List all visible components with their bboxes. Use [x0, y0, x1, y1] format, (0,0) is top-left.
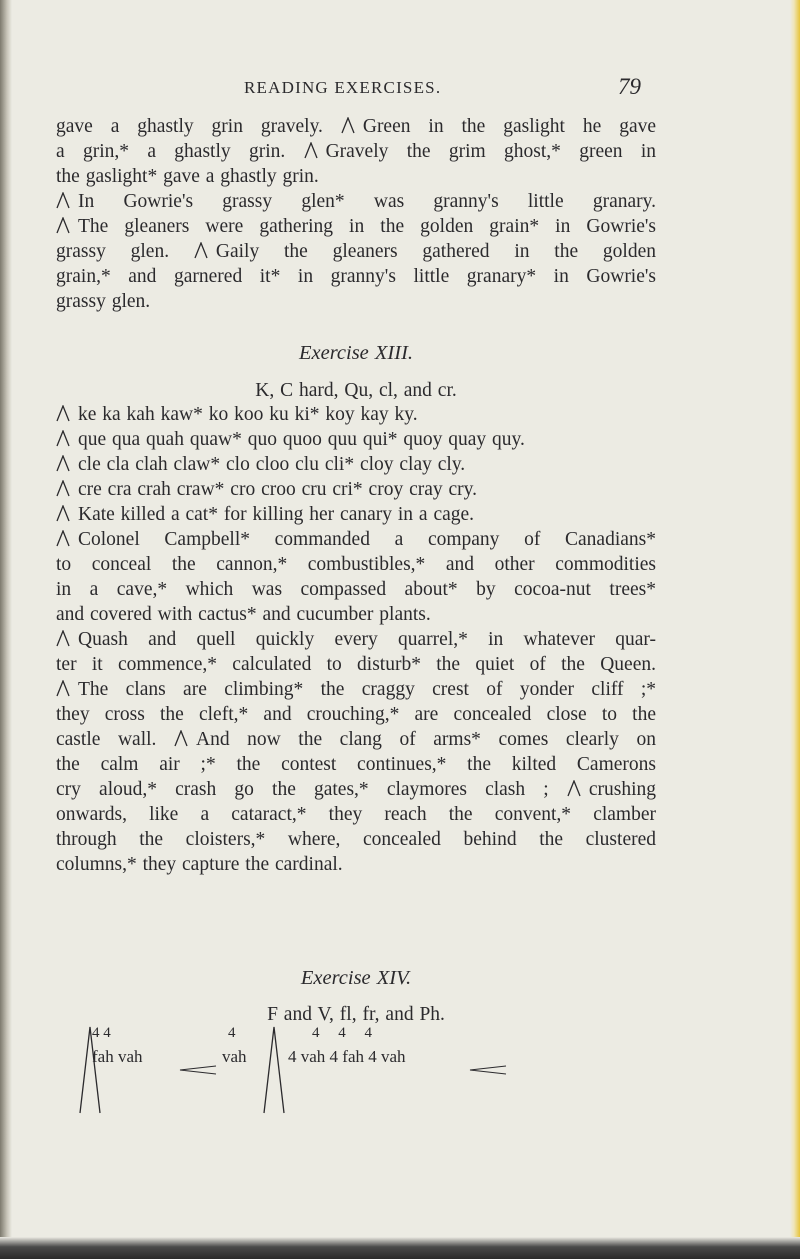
text-line: ter it commence,* calculated to disturb* the quiet of the Queen. [56, 654, 656, 675]
caret-mark-icon [56, 680, 70, 697]
text-line: In Gowrie's grassy glen* was granny's little granary. [56, 189, 656, 214]
text-line: in a cave,* which was compassed about* by cocoa-nut trees* [56, 579, 656, 600]
right-crescendo-mark [470, 1066, 506, 1074]
drill-line: cle cla clah claw* clo cloo clu cli* cloy clay cly. [56, 452, 656, 477]
drill-line: que qua quah quaw* quo quoo quu qui* quoy quay quy. [56, 427, 656, 452]
exercise-14-title: Exercise XIV. [300, 967, 412, 989]
left-pitch-number: 4 [228, 1025, 236, 1041]
exercise-13-title: Exercise XIII. [298, 342, 414, 364]
page-right-edge [790, 0, 800, 1259]
intonation-notation [78, 1025, 598, 1115]
running-head: READING EXERCISES. [244, 78, 442, 97]
caret-mark-icon [56, 430, 70, 447]
text-line: a grin,* a ghastly grin. Gravely the grim ghost,* green in [56, 141, 656, 162]
text-line: Colonel Campbell* commanded a company of Canadians* [56, 527, 656, 552]
text-line: through the cloisters,* where, concealed behind the clustered [56, 829, 656, 850]
left-crescendo-mark [180, 1066, 216, 1074]
left-vah: vah [222, 1047, 247, 1066]
text-line: Quash and quell quickly every quarrel,* in whatever quar- [56, 627, 656, 652]
drill-line: cre cra crah craw* cro croo cru cri* croy cray cry. [56, 477, 656, 502]
caret-mark-icon [56, 630, 70, 647]
caret-mark-icon [56, 505, 70, 522]
text-line: cry aloud,* crash go the gates,* claymores clash ; crushing [56, 779, 656, 800]
drill-line: Kate killed a cat* for killing her canary in a cage. [56, 502, 656, 527]
text-line: castle wall. And now the clang of arms* comes clearly on [56, 729, 656, 750]
right-caret-mark [264, 1027, 284, 1113]
caret-mark-icon [56, 455, 70, 472]
caret-mark-icon [341, 117, 355, 134]
page-number: 79 [618, 74, 641, 99]
left-syllables: fah vah [92, 1047, 143, 1066]
caret-mark-icon [56, 217, 70, 234]
text-line: the gaslight* gave a ghastly grin. [56, 166, 319, 187]
text-line: grassy glen. Gaily the gleaners gathered in the golden [56, 241, 656, 262]
text-line: columns,* they capture the cardinal. [56, 854, 343, 875]
left-pitch-numbers: 4 4 [92, 1025, 111, 1041]
right-syllables: 4 vah 4 fah 4 vah [288, 1047, 406, 1066]
caret-mark-icon [567, 780, 581, 797]
page-header [0, 74, 800, 104]
caret-mark-icon [56, 405, 70, 422]
right-pitch-numbers: 4 4 4 [312, 1025, 372, 1041]
text-line: the calm air ;* the contest continues,* the kilted Camerons [56, 754, 656, 775]
text-line: and covered with cactus* and cucumber plants. [56, 604, 431, 625]
exercise-14-subtitle: F and V, fl, fr, and Ph. [267, 1004, 445, 1025]
text-line: grain,* and garnered it* in granny's little granary* in Gowrie's [56, 266, 656, 287]
drill-line: ke ka kah kaw* ko koo ku ki* koy kay ky. [56, 402, 656, 427]
text-line: The clans are climbing* the craggy crest of yonder cliff ;* [56, 677, 656, 702]
caret-mark-icon [56, 480, 70, 497]
text-line: The gleaners were gathering in the golden grain* in Gowrie's [56, 214, 656, 239]
caret-mark-icon [56, 192, 70, 209]
exercise-13-subtitle: K, C hard, Qu, cl, and cr. [255, 380, 457, 401]
page-left-edge [0, 0, 12, 1259]
text-line: they cross the cleft,* and crouching,* are concealed close to the [56, 704, 656, 725]
caret-mark-icon [194, 242, 208, 259]
caret-mark-icon [56, 530, 70, 547]
text-line: to conceal the cannon,* combustibles,* and other commodities [56, 554, 656, 575]
page-bottom-edge [0, 1237, 800, 1259]
text-line: onwards, like a cataract,* they reach the convent,* clamber [56, 804, 656, 825]
text-line: grassy glen. [56, 291, 151, 312]
text-line: gave a ghastly grin gravely. Green in the gaslight he gave [56, 116, 657, 137]
caret-mark-icon [174, 730, 188, 747]
caret-mark-icon [304, 142, 318, 159]
